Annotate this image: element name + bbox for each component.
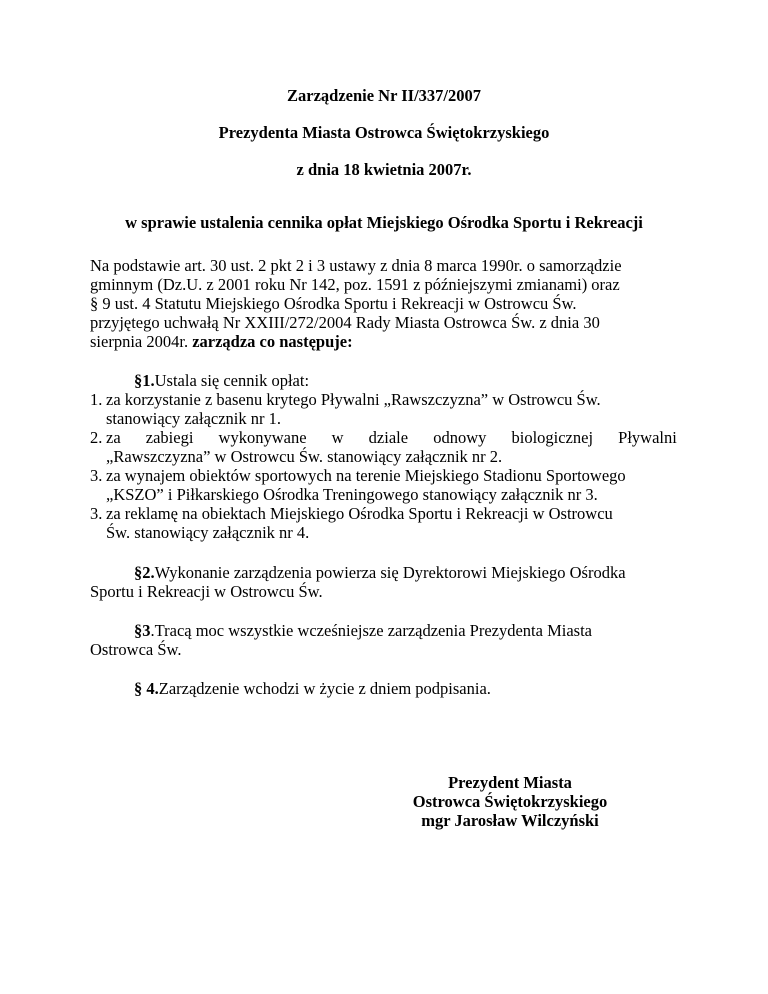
list-item-text: za wynajem obiektów sportowych na terenie Miejskiego Stadionu Sportowego — [106, 466, 626, 485]
document-title: Zarządzenie Nr II/337/2007 — [286, 86, 481, 105]
section-4-line — [134, 679, 491, 699]
list-item-text: za reklamę na obiektach Miejskiego Ośrodka Sportu i Rekreacji w Ostrowcu — [106, 504, 613, 523]
list-item-number: 2. — [90, 428, 103, 447]
section-2-line: Sportu i Rekreacji w Ostrowcu Św. — [90, 582, 323, 601]
list-item-text: stanowiący załącznik nr 1. — [106, 409, 282, 428]
section-mark: §3 — [134, 621, 151, 640]
section-3-text: .Tracą moc wszystkie wcześniejsze zarządzenia Prezydenta Miasta — [150, 621, 592, 640]
section-mark: § 4. — [134, 679, 159, 698]
section-2-text: Wykonanie zarządzenia powierza się Dyrektorowi Miejskiego Ośrodka — [154, 563, 626, 582]
preamble-line — [90, 332, 678, 351]
preamble-line: Na podstawie art. 30 ust. 2 pkt 2 i 3 ustawy z dnia 8 marca 1990r. o samorządzie — [90, 256, 622, 275]
preamble-resolution: zarządza co następuje: — [192, 332, 353, 351]
list-item-number: 3. — [90, 504, 103, 523]
section-3-line — [134, 621, 592, 641]
list-item-text: za zabiegi wykonywane w dziale odnowy biologicznej Pływalni — [106, 428, 677, 447]
section-4-text: Zarządzenie wchodzi w życie z dniem podpisania. — [158, 679, 491, 698]
document-subject: w sprawie ustalenia cennika opłat Miejskiego Ośrodka Sportu i Rekreacji — [125, 213, 643, 232]
preamble-line: przyjętego uchwałą Nr XXIII/272/2004 Rady Miasta Ostrowca Św. z dnia 30 — [90, 313, 600, 332]
list-item-text: „KSZO” i Piłkarskiego Ośrodka Treningowego stanowiący załącznik nr 3. — [106, 485, 598, 504]
list-item-text: Św. stanowiący załącznik nr 4. — [106, 523, 310, 542]
document-date: z dnia 18 kwietnia 2007r. — [296, 160, 472, 179]
signature-title: Prezydent Miasta — [448, 773, 572, 792]
signature-city: Ostrowca Świętokrzyskiego — [412, 792, 608, 811]
section-mark: §2. — [134, 563, 155, 582]
signature-name: mgr Jarosław Wilczyński — [421, 811, 599, 830]
list-item-text: „Rawszczyzna” w Ostrowcu Św. stanowiący załącznik nr 2. — [106, 447, 503, 466]
section-3-line: Ostrowca Św. — [90, 640, 182, 659]
section-mark: §1. — [134, 371, 155, 390]
list-item-number: 3. — [90, 466, 103, 485]
list-item-number: 1. — [90, 390, 103, 409]
document-issuer: Prezydenta Miasta Ostrowca Świętokrzyskiego — [218, 123, 550, 142]
section-1-text: Ustala się cennik opłat: — [154, 371, 310, 390]
list-item-text: za korzystanie z basenu krytego Pływalni „Rawszczyzna” w Ostrowcu Św. — [106, 390, 601, 409]
preamble-line: gminnym (Dz.U. z 2001 roku Nr 142, poz. 1591 z późniejszymi zmianami) oraz — [90, 275, 620, 294]
section-1-heading — [134, 371, 309, 391]
section-2-line — [134, 563, 626, 583]
preamble-line: § 9 ust. 4 Statutu Miejskiego Ośrodka Sportu i Rekreacji w Ostrowcu Św. — [90, 294, 577, 313]
preamble-text: sierpnia 2004r. — [90, 332, 193, 351]
